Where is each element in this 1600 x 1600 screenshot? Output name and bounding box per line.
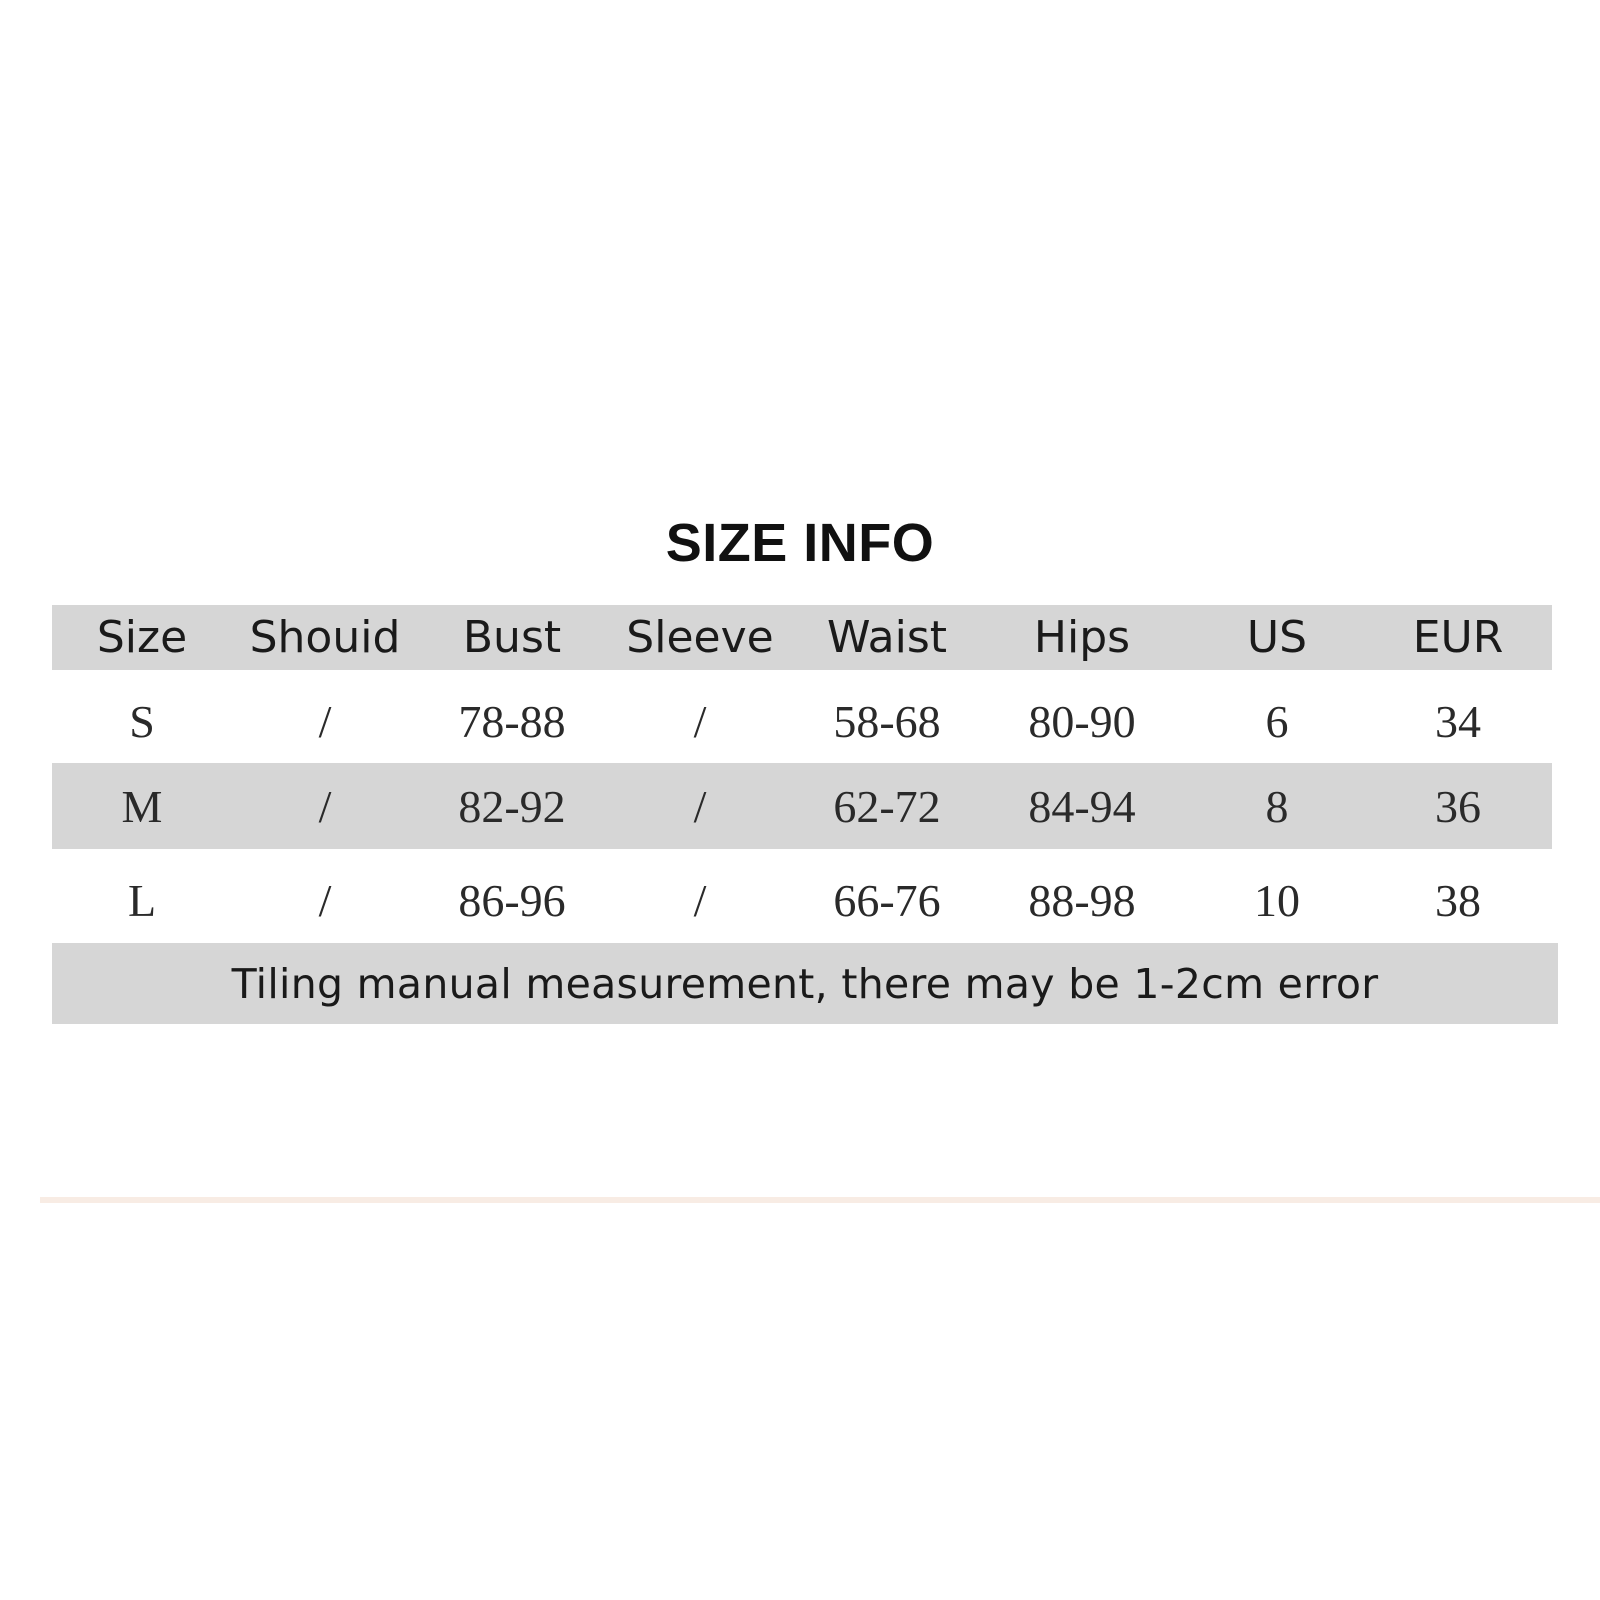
cell-eur: 34 xyxy=(1435,695,1481,747)
cell-size: S xyxy=(129,695,155,747)
table-row xyxy=(52,680,1552,762)
cell-bust: 78-88 xyxy=(458,695,566,747)
cell-us: 10 xyxy=(1254,874,1300,926)
cell-bust: 86-96 xyxy=(458,874,566,926)
cell-waist: 58-68 xyxy=(833,695,941,747)
cell-sleeve: / xyxy=(693,780,707,832)
cell-shoulder: / xyxy=(318,695,332,747)
divider-line xyxy=(40,1197,1600,1203)
header-bust: Bust xyxy=(462,612,562,663)
cell-shoulder: / xyxy=(318,874,332,926)
cell-hips: 84-94 xyxy=(1028,780,1136,832)
cell-hips: 80-90 xyxy=(1028,695,1136,747)
cell-us: 6 xyxy=(1265,695,1289,747)
page-title: SIZE INFO xyxy=(665,513,935,573)
cell-bust: 82-92 xyxy=(458,780,566,832)
cell-us: 8 xyxy=(1265,780,1289,832)
cell-waist: 62-72 xyxy=(833,780,941,832)
cell-waist: 66-76 xyxy=(833,874,941,926)
cell-eur: 36 xyxy=(1435,780,1481,832)
header-sleeve: Sleeve xyxy=(626,612,774,663)
cell-sleeve: / xyxy=(693,695,707,747)
measurement-note: Tiling manual measurement, there may be 1-2cm error xyxy=(231,959,1379,1008)
header-waist: Waist xyxy=(826,612,948,663)
header-eur: EUR xyxy=(1412,612,1504,663)
cell-size: L xyxy=(127,874,157,926)
cell-eur: 38 xyxy=(1435,874,1481,926)
measurement-note-row xyxy=(52,943,1558,1024)
table-row xyxy=(52,763,1552,849)
cell-shoulder: / xyxy=(318,780,332,832)
header-shoulder: Shouid xyxy=(249,612,401,663)
header-us: US xyxy=(1246,612,1308,663)
header-size: Size xyxy=(96,612,188,663)
cell-size: M xyxy=(121,780,163,832)
cell-hips: 88-98 xyxy=(1028,874,1136,926)
table-header-row xyxy=(52,605,1552,670)
header-hips: Hips xyxy=(1033,612,1131,663)
table-row xyxy=(52,857,1552,943)
cell-sleeve: / xyxy=(693,874,707,926)
